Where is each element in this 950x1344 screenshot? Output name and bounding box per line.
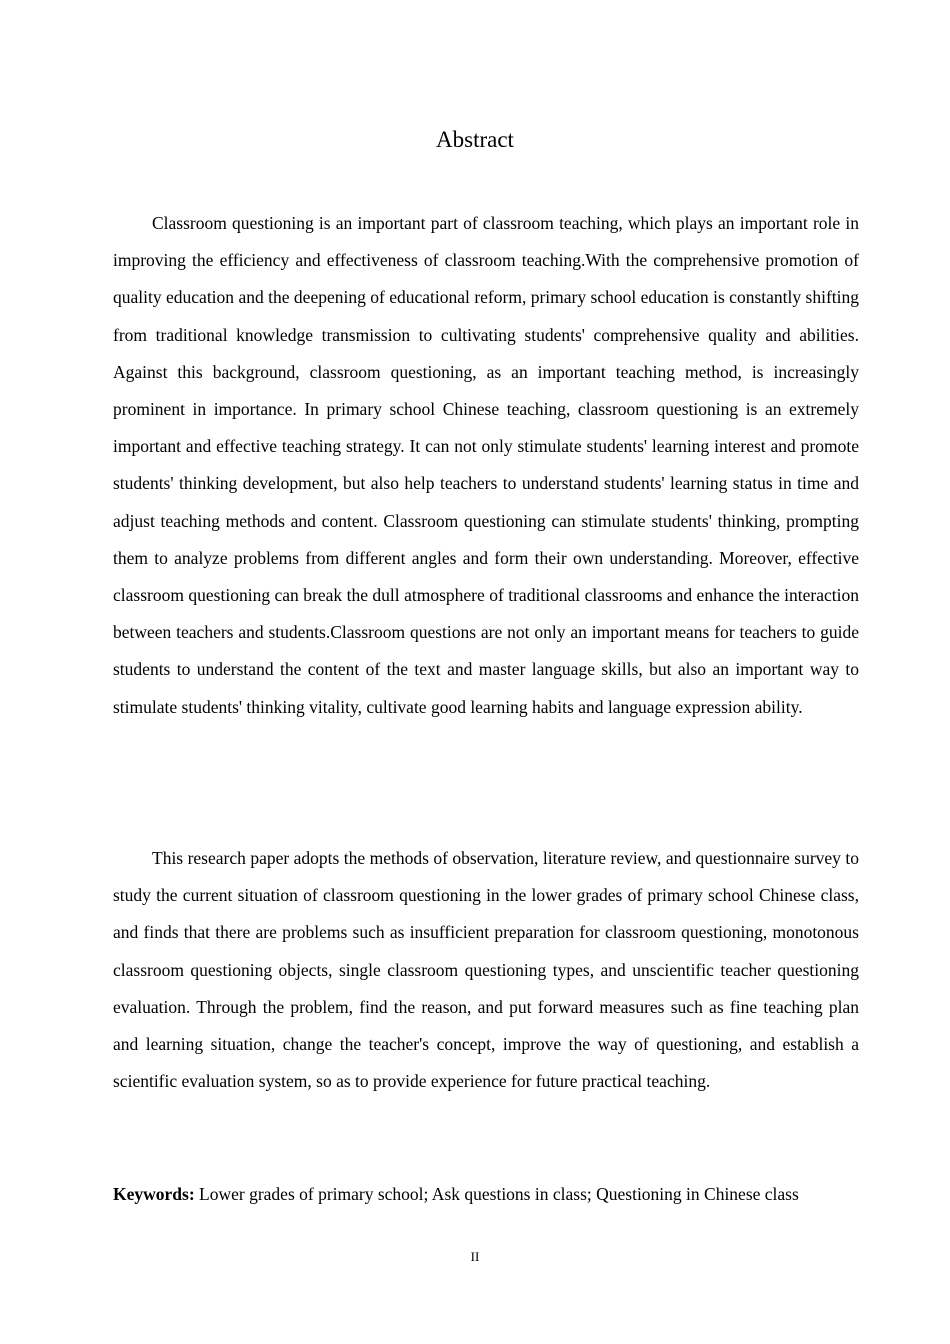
- paragraph-text: This research paper adopts the methods of observation, literature review, and questionnaire survey to study the current situation of classroom questioning in the lower grades of primary school Chinese class, and finds that there are problems such as insufficient preparation for classroom questioning, monotonous classroom questioning objects, single classroom questioning types, and unscientific teacher questioning evaluation. Through the problem, find the reason, and put forward measures such as fine teaching plan and learning situation, change the teacher's concept, improve the way of questioning, and establish a scientific evaluation system, so as to provide experience for future practical teaching.: [113, 848, 859, 1092]
- abstract-paragraph-1: [113, 205, 859, 726]
- abstract-title: Abstract: [436, 127, 514, 152]
- keywords-section: [113, 1177, 859, 1212]
- paragraph-text: Classroom questioning is an important part of classroom teaching, which plays an important role in improving the efficiency and effectiveness of classroom teaching.With the comprehensive promotion of quality education and the deepening of educational reform, primary school education is constantly shifting from traditional knowledge transmission to cultivating students' comprehensive quality and abilities. Against this background, classroom questioning, as an important teaching method, is increasingly prominent in importance. In primary school Chinese teaching, classroom questioning is an extremely important and effective teaching strategy. It can not only stimulate students' learning interest and promote students' thinking development, but also help teachers to understand students' learning status in time and adjust teaching methods and content. Classroom questioning can stimulate students' thinking, prompting them to analyze problems from different angles and form their own understanding. Moreover, effective classroom questioning can break the dull atmosphere of traditional classrooms and enhance the interaction between teachers and students.Classroom questions are not only an important means for teachers to guide students to understand the content of the text and master language skills, but also an important way to stimulate students' thinking vitality, cultivate good learning habits and language expression ability.: [113, 213, 859, 717]
- abstract-paragraph-2: [113, 840, 859, 1100]
- keywords-label: Keywords:: [113, 1184, 195, 1204]
- keywords-text: Lower grades of primary school; Ask questions in class; Questioning in Chinese class: [199, 1184, 799, 1204]
- page-number: II: [470, 1249, 480, 1264]
